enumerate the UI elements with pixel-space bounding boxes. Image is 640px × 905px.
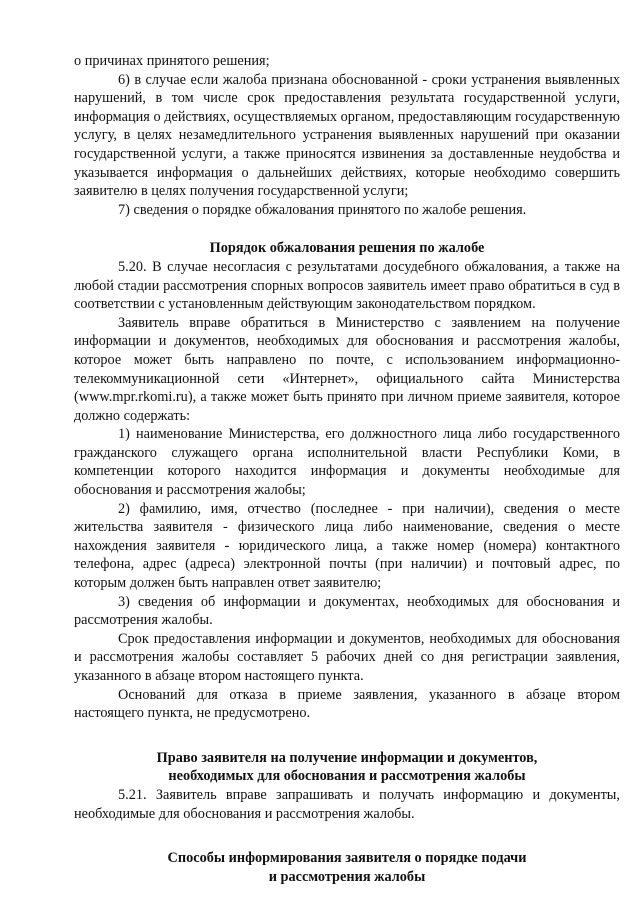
paragraph-no-refusal: Оснований для отказа в приеме заявления, указанного в абзаце втором настоящего пункта, не предусмотрено.: [74, 686, 620, 722]
paragraph-list-item-1: 1) наименование Министерства, его должностного лица либо государственного гражданского служащего органа исполнительной власти Республики Коми, в компетенции которого находится информация и документы необходимые для обоснования и рассмотрения жалобы;: [74, 426, 620, 499]
paragraph-reasons: о причинах принятого решения;: [74, 53, 270, 69]
paragraph-item-7: 7) сведения о порядке обжалования принятого по жалобе решения.: [118, 201, 527, 218]
paragraph-applicant-right: Заявитель вправе обратиться в Министерство с заявлением на получение информации и документов, необходимых для обоснования и рассмотрения жалобы, которое может быть направлено по почте, с использованием информационно-телекоммуникационной сети «Интернет», официального сайта Министерства (www.mpr.rkomi.ru), а также может быть принято при личном приеме заявителя, которое должно содержать:: [74, 314, 620, 424]
paragraph-list-item-3: 3) сведения об информации и документах, необходимых для обоснования и рассмотрения жалобы.: [74, 593, 620, 629]
section-heading-informing-methods-line2: и рассмотрения жалобы: [268, 868, 426, 885]
paragraph-5-21: 5.21. Заявитель вправе запрашивать и получать информацию и документы, необходимые для обоснования и рассмотрения жалобы.: [74, 786, 620, 822]
paragraph-term: Срок предоставления информации и документов, необходимых для обоснования и рассмотрения жалобы составляет 5 рабочих дней со дня регистрации заявления, указанного в абзаце втором настоящего пункта.: [74, 630, 620, 684]
paragraph-list-item-2: 2) фамилию, имя, отчество (последнее - при наличии), сведения о месте жительства заявителя - физического лица либо наименование, сведения о месте нахождения заявителя - юридического лица, а также номер (номера) контактного телефона, адрес (адреса) электронной почты (при наличии) и почтовый адрес, по которым должен быть направлен ответ заявителю;: [74, 500, 620, 592]
paragraph-item-6: 6) в случае если жалоба признана обоснованной - сроки устранения выявленных нарушений, в том числе срок предоставления результата государственной услуги, информация о действиях, осуществляемых органом, предоставляющим государственную услугу, в целях незамедлительного устранения выявленных нарушений при оказании государственной услуги, а также приносятся извинения за доставленные неудобства и указывается информация о дальнейших действиях, которые необходимо совершить заявителю в целях получения государственной услуги;: [74, 71, 620, 200]
section-heading-right-to-information-line1: Право заявителя на получение информации и документов,: [156, 749, 538, 766]
section-heading-informing-methods-line1: Способы информирования заявителя о порядке подачи: [167, 850, 527, 867]
paragraph-5-20: 5.20. В случае несогласия с результатами досудебного обжалования, а также на любой стадии рассмотрения спорных вопросов заявитель имеет право обратиться в суд в соответствии с установленным действующим законодательством порядком.: [74, 258, 620, 313]
section-heading-appeal-procedure: Порядок обжалования решения по жалобе: [209, 240, 485, 257]
section-heading-right-to-information-line2: необходимых для обоснования и рассмотрения жалобы: [168, 768, 526, 785]
